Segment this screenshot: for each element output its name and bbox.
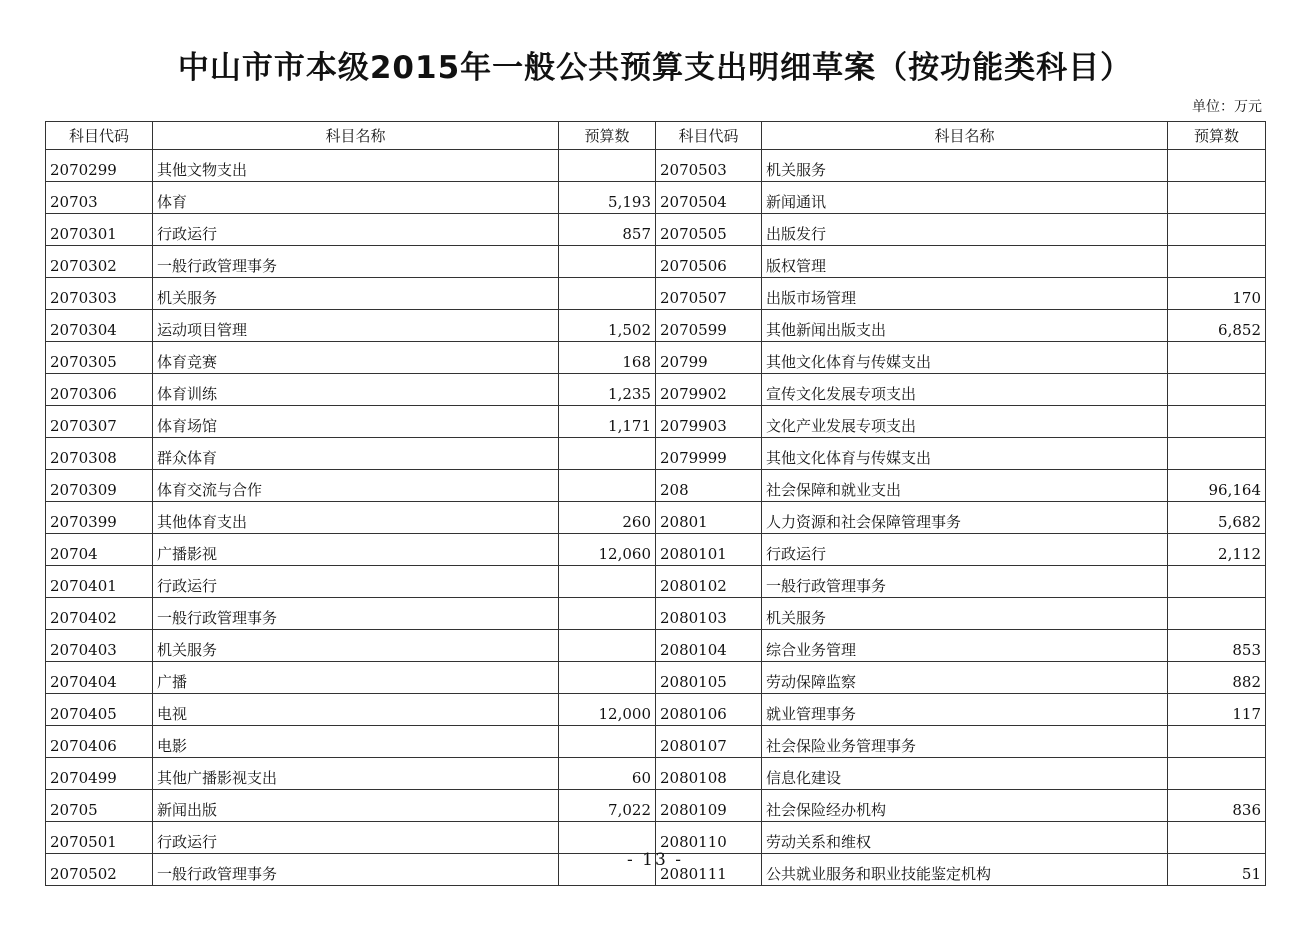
left-name-cell: 其他体育支出 [153,502,559,534]
page-title: 中山市市本级2015年一般公共预算支出明细草案（按功能类科目） [177,50,1133,86]
right-amount-cell [1168,406,1266,438]
left-code-cell: 2070399 [46,502,153,534]
left-amount-cell [559,662,656,694]
right-name-cell: 劳动保障监察 [762,662,1168,694]
right-name-cell: 综合业务管理 [762,630,1168,662]
right-name-cell: 社会保险业务管理事务 [762,726,1168,758]
table-row [46,278,1266,310]
left-name-cell: 体育场馆 [153,406,559,438]
right-amount-cell [1168,822,1266,854]
table-row [46,374,1266,406]
header-left-amount: 预算数 [559,122,656,150]
right-code-cell: 2079903 [656,406,762,438]
table-row [46,502,1266,534]
left-code-cell: 2070308 [46,438,153,470]
right-code-cell: 2080102 [656,566,762,598]
left-amount-cell [559,566,656,598]
left-name-cell: 体育 [153,182,559,214]
right-code-cell: 2080101 [656,534,762,566]
right-name-cell: 机关服务 [762,150,1168,182]
table-header-row [46,122,1266,150]
left-code-cell: 2070404 [46,662,153,694]
unit-label: 单位：万元 [1192,99,1262,115]
table-row [46,758,1266,790]
left-amount-cell: 260 [559,502,656,534]
left-name-cell: 电影 [153,726,559,758]
left-name-cell: 一般行政管理事务 [153,854,559,886]
right-code-cell: 2070507 [656,278,762,310]
table-row [46,438,1266,470]
left-code-cell: 2070303 [46,278,153,310]
right-amount-cell: 51 [1168,854,1266,886]
right-name-cell: 文化产业发展专项支出 [762,406,1168,438]
left-name-cell: 行政运行 [153,566,559,598]
right-name-cell: 就业管理事务 [762,694,1168,726]
left-name-cell: 广播 [153,662,559,694]
right-amount-cell: 170 [1168,278,1266,310]
right-amount-cell [1168,246,1266,278]
left-amount-cell: 12,000 [559,694,656,726]
table-row [46,822,1266,854]
budget-table [45,121,1266,886]
left-name-cell: 行政运行 [153,214,559,246]
right-name-cell: 社会保险经办机构 [762,790,1168,822]
right-code-cell: 2080104 [656,630,762,662]
table-row [46,470,1266,502]
left-code-cell: 20704 [46,534,153,566]
left-amount-cell [559,630,656,662]
right-code-cell: 2070504 [656,182,762,214]
right-amount-cell: 5,682 [1168,502,1266,534]
right-amount-cell [1168,342,1266,374]
right-name-cell: 社会保障和就业支出 [762,470,1168,502]
right-amount-cell [1168,214,1266,246]
right-code-cell: 2070503 [656,150,762,182]
left-code-cell: 2070305 [46,342,153,374]
right-amount-cell: 2,112 [1168,534,1266,566]
left-amount-cell: 1,235 [559,374,656,406]
left-name-cell: 一般行政管理事务 [153,246,559,278]
left-amount-cell: 5,193 [559,182,656,214]
table-row [46,630,1266,662]
table-row [46,310,1266,342]
right-amount-cell [1168,438,1266,470]
right-code-cell: 2070599 [656,310,762,342]
right-code-cell: 2070505 [656,214,762,246]
right-name-cell: 其他文化体育与传媒支出 [762,342,1168,374]
header-right-code: 科目代码 [656,122,762,150]
right-code-cell: 208 [656,470,762,502]
right-name-cell: 其他新闻出版支出 [762,310,1168,342]
header-right-amount: 预算数 [1168,122,1266,150]
left-amount-cell [559,470,656,502]
left-amount-cell: 60 [559,758,656,790]
left-code-cell: 2070307 [46,406,153,438]
table-row [46,246,1266,278]
right-amount-cell [1168,598,1266,630]
left-name-cell: 体育竞赛 [153,342,559,374]
right-name-cell: 公共就业服务和职业技能鉴定机构 [762,854,1168,886]
right-name-cell: 一般行政管理事务 [762,566,1168,598]
right-amount-cell: 6,852 [1168,310,1266,342]
left-name-cell: 其他广播影视支出 [153,758,559,790]
left-amount-cell [559,598,656,630]
left-code-cell: 2070309 [46,470,153,502]
table-row [46,566,1266,598]
left-code-cell: 2070306 [46,374,153,406]
table-row [46,790,1266,822]
right-name-cell: 机关服务 [762,598,1168,630]
left-name-cell: 一般行政管理事务 [153,598,559,630]
right-amount-cell: 117 [1168,694,1266,726]
right-code-cell: 2080106 [656,694,762,726]
left-amount-cell: 1,171 [559,406,656,438]
left-name-cell: 体育训练 [153,374,559,406]
right-amount-cell [1168,374,1266,406]
table-row [46,598,1266,630]
table-row [46,182,1266,214]
right-name-cell: 人力资源和社会保障管理事务 [762,502,1168,534]
left-amount-cell: 7,022 [559,790,656,822]
left-code-cell: 2070302 [46,246,153,278]
right-code-cell: 2079999 [656,438,762,470]
right-name-cell: 其他文化体育与传媒支出 [762,438,1168,470]
right-code-cell: 2080110 [656,822,762,854]
right-name-cell: 出版发行 [762,214,1168,246]
left-name-cell: 其他文物支出 [153,150,559,182]
table-row [46,214,1266,246]
left-code-cell: 2070401 [46,566,153,598]
left-code-cell: 2070406 [46,726,153,758]
right-code-cell: 2080111 [656,854,762,886]
left-amount-cell [559,438,656,470]
right-code-cell: 2070506 [656,246,762,278]
right-code-cell: 2080105 [656,662,762,694]
right-name-cell: 宣传文化发展专项支出 [762,374,1168,406]
table-row [46,694,1266,726]
left-amount-cell: 12,060 [559,534,656,566]
left-code-cell: 2070405 [46,694,153,726]
right-amount-cell [1168,726,1266,758]
left-code-cell: 2070403 [46,630,153,662]
right-code-cell: 20801 [656,502,762,534]
right-amount-cell [1168,566,1266,598]
table-row [46,662,1266,694]
right-code-cell: 2080107 [656,726,762,758]
right-code-cell: 2080108 [656,758,762,790]
table-row [46,150,1266,182]
left-code-cell: 2070402 [46,598,153,630]
left-name-cell: 新闻出版 [153,790,559,822]
left-name-cell: 电视 [153,694,559,726]
table-row [46,342,1266,374]
right-name-cell: 出版市场管理 [762,278,1168,310]
left-amount-cell [559,150,656,182]
left-code-cell: 20703 [46,182,153,214]
right-name-cell: 信息化建设 [762,758,1168,790]
right-name-cell: 版权管理 [762,246,1168,278]
header-right-name: 科目名称 [762,122,1168,150]
header-left-code: 科目代码 [46,122,153,150]
right-amount-cell [1168,758,1266,790]
right-amount-cell: 882 [1168,662,1266,694]
left-code-cell: 20705 [46,790,153,822]
right-amount-cell: 853 [1168,630,1266,662]
left-amount-cell [559,278,656,310]
left-name-cell: 体育交流与合作 [153,470,559,502]
left-amount-cell [559,822,656,854]
right-name-cell: 行政运行 [762,534,1168,566]
left-amount-cell: 168 [559,342,656,374]
left-name-cell: 广播影视 [153,534,559,566]
left-code-cell: 2070502 [46,854,153,886]
left-name-cell: 群众体育 [153,438,559,470]
left-amount-cell [559,726,656,758]
table-row [46,534,1266,566]
page-number: - 13 - [627,850,683,870]
right-name-cell: 劳动关系和维权 [762,822,1168,854]
left-name-cell: 行政运行 [153,822,559,854]
right-code-cell: 2080109 [656,790,762,822]
right-code-cell: 20799 [656,342,762,374]
left-code-cell: 2070304 [46,310,153,342]
right-amount-cell: 836 [1168,790,1266,822]
left-code-cell: 2070499 [46,758,153,790]
left-amount-cell: 1,502 [559,310,656,342]
right-code-cell: 2079902 [656,374,762,406]
header-left-name: 科目名称 [153,122,559,150]
left-code-cell: 2070301 [46,214,153,246]
right-amount-cell [1168,182,1266,214]
right-amount-cell: 96,164 [1168,470,1266,502]
left-amount-cell: 857 [559,214,656,246]
left-name-cell: 机关服务 [153,278,559,310]
left-name-cell: 机关服务 [153,630,559,662]
left-amount-cell [559,246,656,278]
left-code-cell: 2070299 [46,150,153,182]
right-code-cell: 2080103 [656,598,762,630]
right-name-cell: 新闻通讯 [762,182,1168,214]
table-body [46,150,1266,886]
left-name-cell: 运动项目管理 [153,310,559,342]
left-code-cell: 2070501 [46,822,153,854]
right-amount-cell [1168,150,1266,182]
table-row [46,726,1266,758]
table-row [46,406,1266,438]
